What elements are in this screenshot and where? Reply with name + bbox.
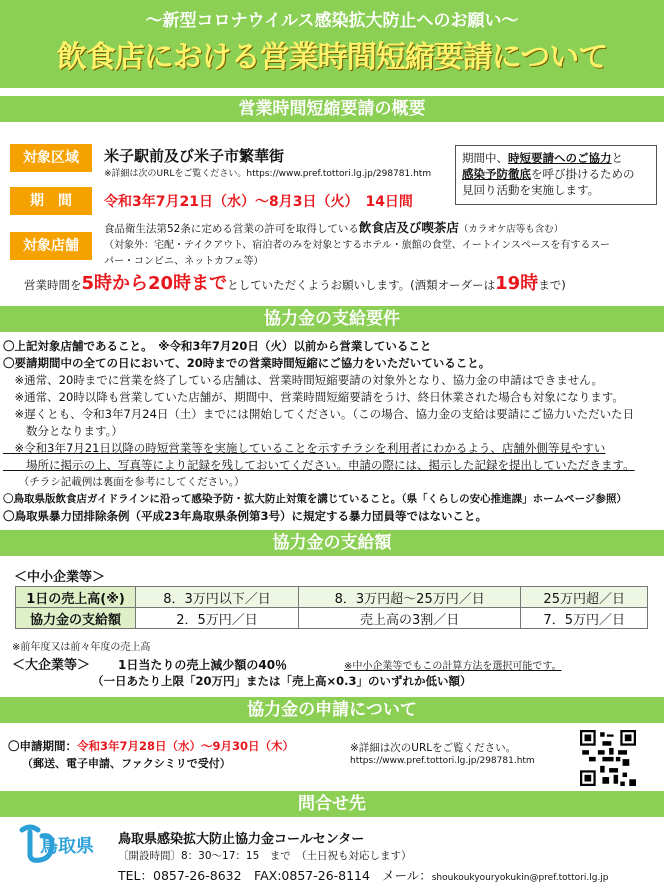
table-cell: 2．5万円／日 bbox=[136, 608, 299, 629]
area-label: 対象区域 bbox=[10, 144, 92, 172]
header bbox=[0, 0, 664, 88]
area-value: 米子駅前及び米子市繁華街 bbox=[104, 147, 285, 165]
large-line-1: 1日当たりの売上減少額の40％ bbox=[118, 658, 288, 672]
url-link[interactable]: https://www.pref.tottori.lg.jp/298781.htm bbox=[350, 756, 535, 766]
period-dates: 令和3年7月28日（水）〜9月30日（木） bbox=[77, 739, 295, 753]
table-cell: 売上高の3割／日 bbox=[298, 608, 520, 629]
table-cell: 7．5万円／日 bbox=[521, 608, 648, 629]
period-text: 〇申請期間： bbox=[8, 739, 77, 753]
payment-table bbox=[15, 586, 648, 629]
page-title: 飲食店における営業時間短縮要請について bbox=[56, 40, 608, 75]
large-heading: ＜大企業等＞ bbox=[12, 658, 91, 673]
section-band-overview: 営業時間短縮要請の概要 bbox=[0, 96, 664, 122]
section-band-amount: 協力金の支給額 bbox=[0, 530, 664, 556]
period-label: 期 間 bbox=[10, 187, 92, 215]
box-text: 期間中、 bbox=[462, 151, 508, 165]
stores-emphasis: 飲食店及び喫茶店 bbox=[358, 220, 459, 235]
large-line-2: （一日あたり上限「20万円」または「売上高×0.3」のいずれか低い額） bbox=[92, 674, 472, 688]
req-line: ※令和3年7月21日以降の時短営業等を実施していることを示すチラシを利用者にわかるよう、店舗外側等見やすい bbox=[3, 441, 606, 455]
contact-line bbox=[118, 866, 609, 884]
qr-code-icon[interactable] bbox=[580, 730, 636, 786]
req-line: 〇鳥取県暴力団排除条例（平成23年鳥取県条例第3号）に規定する暴力団員等ではないこと。 bbox=[3, 509, 488, 523]
hours-text: まで) bbox=[538, 278, 566, 292]
req-line: 〇要請期間中の全ての日において、20時までの営業時間短縮にご協力をいただいていること。 bbox=[3, 356, 491, 370]
business-hours bbox=[24, 272, 566, 297]
table-cell: 1日の売上高(※) bbox=[16, 587, 136, 608]
stores-line-3: パー・コンビニ、ネットカフェ等） bbox=[104, 256, 264, 267]
url-note: ※詳細は次のURLをご覧ください。 bbox=[350, 742, 517, 754]
table-cell: 8．3万円以下／日 bbox=[136, 587, 299, 608]
sme-heading: ＜中小企業等＞ bbox=[14, 570, 106, 585]
section-band-contact: 問合せ先 bbox=[0, 791, 664, 817]
sales-note: ※前年度又は前々年度の売上高 bbox=[12, 642, 151, 653]
hours-emphasis: 19時 bbox=[495, 273, 539, 294]
section-band-requirements: 協力金の支給要件 bbox=[0, 306, 664, 332]
table-cell: 協力金の支給額 bbox=[16, 608, 136, 629]
box-text: と bbox=[611, 151, 623, 165]
hours-text: としていただくようお願いします。(酒類オーダーは bbox=[227, 278, 496, 292]
table-cell: 8．3万円超〜25万円／日 bbox=[298, 587, 520, 608]
header-subtitle: 〜新型コロナウイルス感染拡大防止へのお願い〜 bbox=[145, 11, 519, 31]
req-line: 〇鳥取県版飲食店ガイドラインに沿って感染予防・拡大防止対策を講じていること。（県「くらしの安心推進課」ホームページ参照） bbox=[3, 493, 627, 505]
stores-text: 食品衛生法第52条に定める営業の許可を取得している bbox=[104, 223, 359, 235]
table-row bbox=[16, 608, 648, 629]
table-row bbox=[16, 587, 648, 608]
call-center-name: 鳥取県感染拡大防止協力金コールセンター bbox=[118, 832, 365, 847]
call-center-hours: 〔開設時間〕8：30〜17：15 まで （土日祝も対応します） bbox=[118, 850, 412, 862]
req-line: 〇上記対象店舗であること。 ※令和3年7月20日（火）以前から営業していること bbox=[3, 339, 432, 353]
section-band-application: 協力金の申請について bbox=[0, 697, 664, 723]
box-text: を呼び掛けるための bbox=[531, 167, 635, 181]
stores-line-2: （対象外：宅配・テイクアウト、宿泊者のみを対象とするホテル・旅館の食堂、イートインスペースを有するスー bbox=[104, 240, 610, 251]
area-note: ※詳細は次のURLをご覧ください。https://www.pref.tottori.lg.jp/298781.htm bbox=[104, 169, 432, 179]
box-emphasis: 時短要請へのご協力 bbox=[508, 151, 612, 165]
req-line: ※通常、20時以降も営業していた店舗が、期間中、営業時間短縮要請をうけ、終日休業された場合も対象になります。 bbox=[3, 390, 624, 404]
box-emphasis: 感染予防徹底 bbox=[462, 167, 531, 181]
req-line: 場所に掲示の上、写真等により記録を残しておいてください。申請の際には、掲示した記録を提出していただきます。 bbox=[3, 458, 635, 472]
stores-text: （カラオケ店等も含む） bbox=[458, 224, 564, 235]
hours-emphasis: 5時から20時まで bbox=[81, 273, 228, 294]
req-line: 数分となります。） bbox=[3, 424, 123, 438]
stores-line-1 bbox=[104, 218, 563, 236]
table-cell: 25万円超／日 bbox=[521, 587, 648, 608]
req-line: ※通常、20時までに営業を終了している店舗は、営業時間短縮要請の対象外となり、協力金の申請はできません。 bbox=[3, 373, 603, 387]
stores-label: 対象店舗 bbox=[10, 232, 92, 260]
period-value: 令和3年7月21日（水）〜8月3日（火） 14日間 bbox=[104, 194, 413, 210]
box-text: 見回り活動を実施します。 bbox=[462, 183, 600, 197]
application-period bbox=[8, 738, 294, 754]
logo-text: 鳥取県 bbox=[40, 836, 94, 857]
hours-text: 営業時間を bbox=[24, 278, 82, 292]
req-line: ※遅くとも、令和3年7月24日（土）までには開始してください。（この場合、協力金の支給は要請にご協力いただいた日 bbox=[3, 407, 635, 421]
mail-address[interactable]: shoukoukyouryokukin@pref.tottori.lg.jp bbox=[431, 873, 609, 883]
req-line: （チラシ記載例は裏面を参考にしてください。） bbox=[3, 476, 245, 488]
patrol-notice-box bbox=[455, 145, 657, 205]
phone-fax: TEL：0857-26-8632 FAX:0857-26-8114 bbox=[118, 868, 370, 883]
large-note: ※中小企業等でもこの計算方法を選択可能です。 bbox=[344, 661, 562, 672]
mail-label: メール： bbox=[381, 868, 432, 883]
application-methods: （郵送、電子申請、ファクシミリで受付） bbox=[22, 757, 231, 770]
